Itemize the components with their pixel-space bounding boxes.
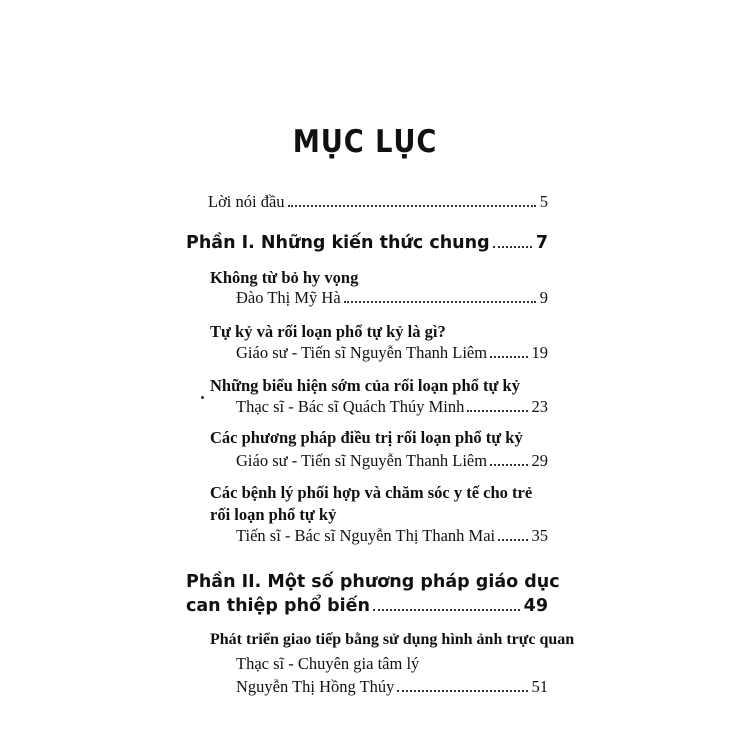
entry-author: Thạc sĩ - Bác sĩ Quách Thúy Minh (236, 397, 465, 416)
entry-title: Các bệnh lý phối hợp và chăm sóc y tế cho trẻ (210, 483, 533, 502)
stray-mark (201, 396, 204, 399)
dot-leader (344, 301, 536, 303)
entry-page: 23 (531, 397, 548, 416)
entry-page: 35 (531, 526, 548, 545)
entry-title: Không từ bỏ hy vọng (210, 268, 359, 287)
dot-leader (498, 539, 527, 541)
part1-label: Phần I. Những kiến thức chung (186, 233, 490, 253)
entry-title: Những biểu hiện sớm của rối loạn phổ tự kỷ (210, 376, 520, 395)
part1-page: 7 (535, 233, 548, 253)
entry-author: Đào Thị Mỹ Hà (236, 288, 341, 307)
entry-author-cont: Nguyễn Thị Hồng Thúy (236, 677, 395, 696)
entry-author: Giáo sư - Tiến sĩ Nguyễn Thanh Liêm (236, 343, 488, 362)
toc-row-part2 (186, 596, 548, 616)
part2-label: Phần II. Một số phương pháp giáo dục (186, 572, 560, 592)
entry-author-row (236, 343, 548, 363)
dot-leader (490, 464, 527, 466)
entry-page: 19 (531, 343, 548, 362)
entry-page: 51 (531, 677, 548, 696)
toc-title: MỤC LỤC (292, 124, 438, 160)
entry-author-row (236, 451, 548, 471)
foreword-label: Lời nói đầu (208, 192, 285, 211)
entry-page: 29 (531, 451, 548, 470)
entry-author: Tiến sĩ - Bác sĩ Nguyễn Thị Thanh Mai (236, 526, 496, 545)
toc-row-foreword (208, 192, 548, 212)
entry-title-cont: rối loạn phổ tự kỷ (210, 505, 337, 524)
entry-author: Giáo sư - Tiến sĩ Nguyễn Thanh Liêm (236, 451, 488, 470)
part2-label-cont: can thiệp phổ biến (186, 596, 370, 616)
dot-leader (373, 609, 520, 611)
entry-page: 9 (539, 288, 548, 307)
dot-leader (397, 690, 527, 692)
dot-leader (288, 205, 536, 207)
entry-author-row (236, 397, 548, 417)
entry-author-row (236, 677, 548, 697)
dot-leader (467, 410, 527, 412)
entry-title: Các phương pháp điều trị rối loạn phổ tự kỷ (210, 428, 523, 447)
entry-author: Thạc sĩ - Chuyên gia tâm lý (236, 654, 420, 673)
entry-title: Phát triển giao tiếp bằng sử dụng hình ảnh trực quan (210, 631, 575, 648)
entry-title: Tự kỷ và rối loạn phổ tự kỷ là gì? (210, 322, 446, 341)
entry-author-row (236, 526, 548, 546)
entry-author-row (236, 288, 548, 308)
part2-page: 49 (523, 596, 548, 616)
dot-leader (493, 246, 532, 248)
foreword-page: 5 (539, 192, 548, 211)
dot-leader (490, 356, 527, 358)
toc-row-part1 (186, 233, 548, 253)
